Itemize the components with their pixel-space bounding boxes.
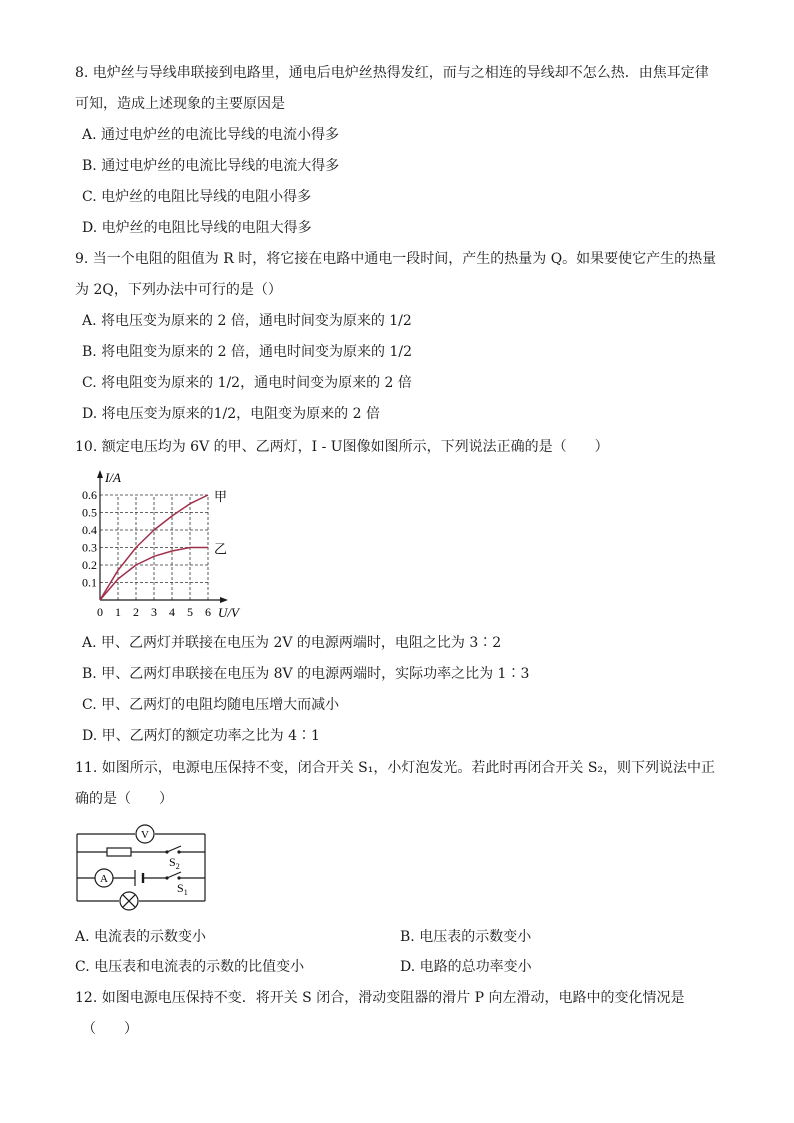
resistor-icon xyxy=(107,848,131,856)
q11-option-c: C. 电压表和电流表的示数的比值变小 xyxy=(75,959,305,975)
q10-option-c: C. 甲、乙两灯的电阻均随电压增大而减小 xyxy=(82,697,340,713)
y-tick-label: 0.3 xyxy=(82,540,97,555)
q11-stem-line1: 11. 如图所示，电源电压保持不变，闭合开关 S₁，小灯泡发光。若此时再闭合开关 S₂，则下列说法中正 xyxy=(75,760,716,776)
y-tick-label: 0.1 xyxy=(82,575,97,590)
q9-option-d: D. 将电压变为原来的1/2，电阻变为原来的 2 倍 xyxy=(82,406,380,422)
voltmeter-icon xyxy=(136,825,154,843)
q12-stem-line2: （ ） xyxy=(82,1021,138,1037)
x-tick-label: 4 xyxy=(169,605,175,619)
voltmeter-label: V xyxy=(141,829,149,841)
q10-stem: 10. 额定电压均为 6V 的甲、乙两灯，I - U图像如图所示，下列说法正确的是（ ） xyxy=(75,439,609,455)
q9-option-b: B. 将电阻变为原来的 2 倍，通电时间变为原来的 1/2 xyxy=(82,344,412,360)
x-tick-label: 0 xyxy=(97,605,103,619)
x-axis-arrow xyxy=(220,597,228,603)
x-tick-label: 6 xyxy=(205,605,211,619)
q9-option-c: C. 将电阻变为原来的 1/2，通电时间变为原来的 2 倍 xyxy=(82,375,412,391)
q12-stem-line1: 12. 如图电源电压保持不变．将开关 S 闭合，滑动变阻器的滑片 P 向左滑动，电路中的变化情况是 xyxy=(75,990,685,1006)
q10-option-d: D. 甲、乙两灯的额定功率之比为 4∶1 xyxy=(82,728,320,744)
y-axis-arrow xyxy=(97,470,103,478)
x-tick-label: 2 xyxy=(133,605,139,619)
y-tick-label: 0.4 xyxy=(82,523,97,537)
series-label-yi: 乙 xyxy=(214,541,228,557)
q8-option-a: A. 通过电炉丝的电流比导线的电流小得多 xyxy=(82,127,340,143)
lamp-icon xyxy=(120,892,138,910)
switch-s1-label: $S_1$ xyxy=(177,881,188,897)
ammeter-icon xyxy=(95,869,113,887)
q10-option-b: B. 甲、乙两灯串联接在电压为 8V 的电源两端时，实际功率之比为 1∶3 xyxy=(82,666,530,682)
q11-option-d: D. 电路的总功率变小 xyxy=(400,959,532,975)
q8-option-c: C. 电炉丝的电阻比导线的电阻小得多 xyxy=(82,189,312,205)
switch-s2-icon xyxy=(165,846,181,854)
y-tick-label: 0.2 xyxy=(82,558,97,572)
x-tick-label: 1 xyxy=(115,605,121,619)
y-axis-label: I/A xyxy=(105,470,121,485)
q9-stem-line1: 9. 当一个电阻的阻值为 R 时，将它接在电路中通电一段时间，产生的热量为 Q。如果要使它产生的热量 xyxy=(75,251,717,267)
battery-icon xyxy=(135,870,143,886)
switch-s2-label: $S_2$ xyxy=(169,855,180,871)
q8-option-d: D. 电炉丝的电阻比导线的电阻大得多 xyxy=(82,220,312,236)
q9-stem-line2: 为 2Q，下列办法中可行的是（） xyxy=(75,282,282,298)
x-axis-label: U/V xyxy=(218,605,239,620)
q11-stem-line2: 确的是（ ） xyxy=(75,791,173,807)
q9-option-a: A. 将电压变为原来的 2 倍，通电时间变为原来的 1/2 xyxy=(82,313,412,329)
iu-chart xyxy=(75,465,265,625)
switch-s1-icon xyxy=(165,872,181,880)
q11-option-b: B. 电压表的示数变小 xyxy=(400,929,532,945)
q8-option-b: B. 通过电炉丝的电流比导线的电流大得多 xyxy=(82,158,340,174)
q10-option-a: A. 甲、乙两灯并联接在电压为 2V 的电源两端时，电阻之比为 3∶2 xyxy=(82,635,502,651)
x-tick-label: 5 xyxy=(187,605,193,619)
y-tick-label: 0.5 xyxy=(82,505,97,520)
circuit-diagram xyxy=(75,823,215,915)
q11-option-a: A. 电流表的示数变小 xyxy=(75,929,207,945)
q8-stem-line2: 可知，造成上述现象的主要原因是 xyxy=(75,96,285,112)
x-tick-label: 3 xyxy=(151,605,157,619)
ammeter-label: A xyxy=(100,873,108,885)
y-tick-label: 0.6 xyxy=(82,488,97,502)
series-label-jia: 甲 xyxy=(214,489,228,504)
q8-stem-line1: 8. 电炉丝与导线串联接到电路里，通电后电炉丝热得发红，而与之相连的导线却不怎么热．由焦耳定律 xyxy=(75,65,709,81)
